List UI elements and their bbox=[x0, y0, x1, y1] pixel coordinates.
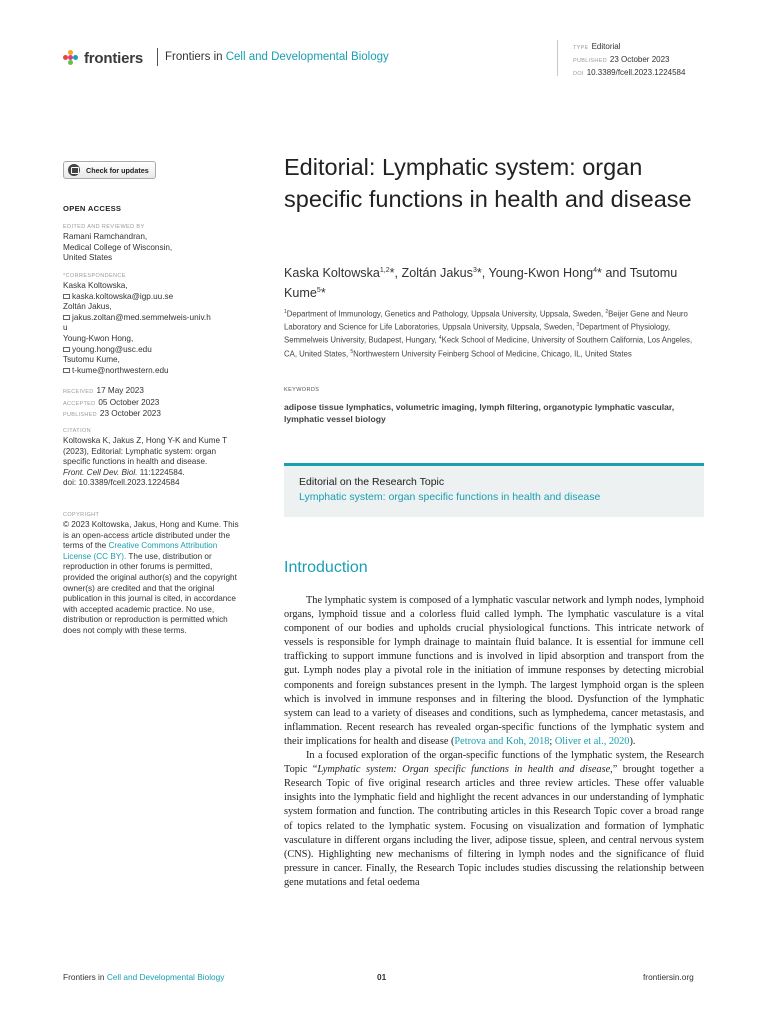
citation-journal: Front. Cell Dev. Biol. bbox=[63, 467, 138, 477]
affil-sup: 4 bbox=[438, 335, 442, 342]
author-list bbox=[284, 262, 704, 302]
header-divider bbox=[157, 48, 158, 66]
email-icon bbox=[63, 294, 70, 299]
affil-text: Department of Immunology, Genetics and Pathology, Uppsala University, Uppsala, Sweden, bbox=[286, 309, 606, 319]
journal-name: Cell and Developmental Biology bbox=[225, 51, 389, 63]
affil-sup: 1 bbox=[284, 309, 287, 315]
affil-sup: 5 bbox=[350, 348, 354, 355]
correspondent-name: Kaska Koltowska, bbox=[63, 281, 128, 290]
para2-text: In a focused exploration of the organ-specific functions of the lymphatic system, the Research Topic “ bbox=[284, 750, 704, 776]
cc-license-link[interactable]: Creative Commons Attribution License (CC BY). bbox=[63, 541, 218, 561]
check-for-updates-button[interactable] bbox=[63, 161, 156, 179]
correspondent-name: Tsutomu Kume, bbox=[63, 355, 120, 365]
doi-label: DOI bbox=[573, 71, 584, 77]
journal-title[interactable] bbox=[165, 51, 389, 63]
footer-journal-name: Cell and Developmental Biology bbox=[106, 972, 225, 982]
para2-topic-title: Lymphatic system: Organ specific functions in health and disease bbox=[317, 764, 611, 776]
research-topic-box bbox=[284, 463, 704, 517]
article-meta bbox=[573, 41, 685, 80]
editor-line: Ramani Ramchandran, bbox=[63, 232, 148, 241]
reference-link[interactable]: Petrova and Koh, 2018 bbox=[454, 735, 550, 747]
body-paragraph bbox=[284, 594, 704, 749]
copyright-section bbox=[63, 510, 241, 637]
correspondence-section bbox=[63, 271, 213, 376]
email-icon bbox=[63, 315, 70, 320]
footer-journal[interactable] bbox=[63, 972, 224, 982]
correspondent-name: Zoltán Jakus, bbox=[63, 302, 112, 312]
affil-text: Keck School of Medicine, University of Southern California, Los Angeles, CA, United States, bbox=[284, 335, 693, 359]
citation-label: CITATION bbox=[63, 428, 92, 434]
correspondent-email[interactable]: kaska.koltowska@igp.uu.se bbox=[72, 291, 174, 301]
research-topic-heading: Editorial on the Research Topic bbox=[299, 476, 445, 488]
author-name[interactable]: Young-Kwon Hong bbox=[488, 266, 594, 281]
author-sep: * and bbox=[597, 266, 630, 281]
open-access-label: OPEN ACCESS bbox=[63, 204, 122, 213]
correspondence-label: *CORRESPONDENCE bbox=[63, 273, 126, 279]
edited-label: EDITED AND REVIEWED BY bbox=[63, 224, 145, 230]
published-label: PUBLISHED bbox=[573, 58, 607, 64]
page-number: 01 bbox=[377, 972, 387, 982]
affil-text: Northwestern University Feinberg School of Medicine, Chicago, IL, United States bbox=[353, 349, 632, 359]
sidebar-published-label: PUBLISHED bbox=[63, 412, 97, 419]
check-updates-icon bbox=[68, 164, 80, 176]
affil-sup: 2 bbox=[605, 309, 609, 315]
doi-value[interactable]: 10.3389/fcell.2023.1224584 bbox=[586, 68, 686, 77]
footer-journal-prefix: Frontiers in bbox=[63, 972, 105, 982]
research-topic-link[interactable]: Lymphatic system: organ specific functions in health and disease bbox=[299, 491, 601, 503]
copyright-text-end: The use, distribution or reproduction in other forums is permitted, provided the original author(s) and the copyright owner(s) are credited and that the original publication in this journal is cited, in accordance with accepted academic practice. No use, distribution or reproduction is permitted which does not comply with these terms. bbox=[63, 551, 237, 635]
citation-section bbox=[63, 426, 239, 489]
keywords-label: KEYWORDS bbox=[284, 387, 320, 393]
check-updates-label: Check for updates bbox=[86, 165, 149, 175]
keywords: adipose tissue lymphatics, volumetric imaging, lymph filtering, organotypic lymphatic vascular, lymphatic vessel biology bbox=[284, 402, 675, 425]
author-sep: * bbox=[320, 286, 326, 301]
editor-line: Medical College of Wisconsin, bbox=[63, 242, 173, 252]
dates-section bbox=[63, 386, 238, 421]
affil-text: Beijer Gene and Neuro Laboratory and Science for Life Laboratories, Uppsala University, Uppsala, Sweden, bbox=[284, 309, 688, 332]
accepted-value: 05 October 2023 bbox=[98, 397, 160, 407]
edited-by-section bbox=[63, 222, 238, 264]
footer-site-link[interactable]: frontiersin.org bbox=[643, 972, 694, 982]
email-icon bbox=[63, 347, 70, 352]
article-title: Editorial: Lymphatic system: organ specific functions in health and disease bbox=[284, 154, 692, 212]
author-name[interactable]: Kaska Koltowska bbox=[284, 266, 380, 281]
reference-link[interactable]: Oliver et al., 2020 bbox=[554, 735, 630, 747]
author-sep: *, bbox=[476, 266, 489, 281]
section-heading-introduction: Introduction bbox=[284, 559, 368, 576]
correspondent-email[interactable]: jakus.zoltan@med.semmelweis-univ.hu bbox=[63, 312, 211, 333]
author-affil-sup: 3 bbox=[472, 267, 477, 274]
ref-separator: ; bbox=[549, 735, 555, 747]
author-affil-sup: 5 bbox=[316, 287, 321, 295]
frontiers-logo[interactable] bbox=[63, 48, 143, 68]
author-affil-sup: 4 bbox=[593, 267, 597, 274]
correspondent-name: Young-Kwon Hong, bbox=[63, 333, 134, 343]
sidebar-published-value: 23 October 2023 bbox=[99, 409, 161, 419]
copyright-text: © 2023 Koltowska, Jakus, Hong and Kume. This is an open-access article distributed under the terms of the bbox=[63, 520, 239, 551]
body-paragraph bbox=[284, 749, 704, 890]
type-value: Editorial bbox=[591, 42, 621, 51]
journal-prefix: Frontiers in bbox=[165, 51, 223, 63]
published-value: 23 October 2023 bbox=[609, 55, 670, 64]
correspondent-email[interactable]: young.hong@usc.edu bbox=[72, 344, 152, 354]
author-name[interactable]: Zoltán Jakus bbox=[401, 266, 473, 281]
author-name[interactable]: Tsutomu Kume bbox=[284, 266, 678, 301]
editor-line: United States bbox=[63, 253, 113, 263]
correspondent-email[interactable]: t-kume@northwestern.edu bbox=[72, 365, 169, 375]
para2-text-end: ,” brought together a Research Topic of five original research articles and three review articles. These offer valuable insights into the lymphatic field and highlight the recent advances in our understanding of lymphatic system formation and function. The contributing articles in this Research Topic cover a broad range of topics related to the lymphatic system. Focusing on visualization and formation of lymphatic vasculature in different organs including the liver, adipose tissue, spleen, and central nervous system (CNS). Highlighting new mechanisms of filtering in lymph nodes and the significance of fluid pressure in cancer. Finally, the Research Topic includes studies discussing the relationship between gene mutations and fetal oedema bbox=[284, 764, 704, 888]
received-label: RECEIVED bbox=[63, 389, 94, 395]
copyright-label: COPYRIGHT bbox=[63, 512, 100, 518]
citation-doi[interactable]: doi: 10.3389/fcell.2023.1224584 bbox=[63, 478, 180, 488]
affil-sup: 3 bbox=[576, 322, 580, 329]
para1-text: The lymphatic system is composed of a lymphatic vascular network and lymph nodes, lymphoid organs, lymphoid tissue and a colorless fluid called lymph. The lymphatic vasculature is a vital component of our bodies and upholds crucial physiological functions. This intricate network of vessels is responsible for lymph drainage to maintain fluid balance. It is essential for immune cell trafficking to support immune functions and is involved in lipid absorption and transport from the gut. Lymph nodes play a pivotal role in the initiation of immune responses by detecting microbial components and foreign substances present in the lymph. The largest lymphoid organ is the spleen which is involved in immune responses and in filtering the blood. Dysfunction of the lymphatic system can lead to a variety of diseases and conditions, such as lymphedema, cancer metastasis, and inflammation. Recent research has revealed organ-specific functions of the lymphatic system and their implications for health and disease ( bbox=[284, 595, 704, 747]
author-affil-sup: 1,2 bbox=[379, 267, 390, 274]
article-body bbox=[284, 594, 704, 890]
meta-divider bbox=[557, 40, 558, 76]
logo-text: frontiers bbox=[84, 49, 144, 67]
citation-text: Koltowska K, Jakus Z, Hong Y-K and Kume T (2023), Editorial: Lymphatic system: organ specific functions in health and disease. bbox=[63, 436, 227, 467]
email-icon bbox=[63, 368, 70, 373]
accepted-label: ACCEPTED bbox=[63, 400, 96, 407]
frontiers-logo-icon bbox=[63, 50, 79, 66]
received-value: 17 May 2023 bbox=[96, 386, 144, 395]
citation-volume: 11:1224584. bbox=[139, 467, 185, 477]
author-sep: *, bbox=[389, 266, 402, 281]
type-label: TYPE bbox=[573, 45, 589, 51]
para1-end: ). bbox=[629, 735, 636, 747]
affiliations bbox=[284, 307, 704, 360]
affil-text: Department of Physiology, Semmelweis University, Budapest, Hungary, bbox=[284, 322, 671, 345]
